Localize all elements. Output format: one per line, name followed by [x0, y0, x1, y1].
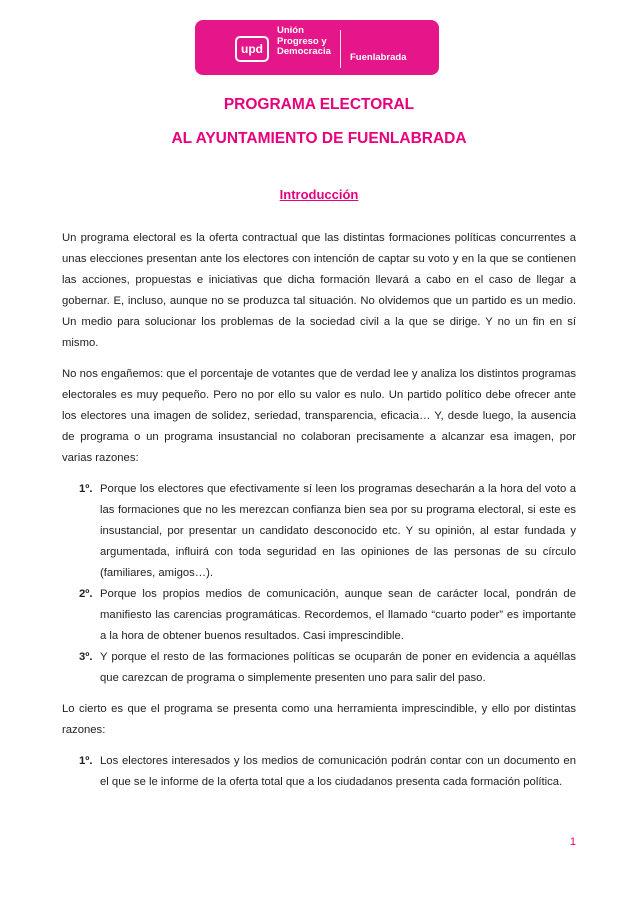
- section-title: Introducción: [279, 187, 359, 202]
- list-item-text: Los electores interesados y los medios de comunicación podrán contar con un documento en el que se le informe de la oferta total que a los ciudadanos presenta cada formación política.: [100, 755, 576, 788]
- logo-city-name: Fuenlabrada: [350, 52, 407, 63]
- page-number: 1: [569, 836, 576, 848]
- party-logo-banner: [195, 20, 439, 75]
- document-title-line-2: AL AYUNTAMIENTO DE FUENLABRADA: [171, 130, 467, 147]
- paragraph-reasons: No nos engañemos: que el porcentaje de votantes que de verdad lee y analiza los distintos programas electorales es muy pequeño. Pero no por ello su valor es nulo. Un partido político debe ofrecer ante los electores una imagen de solidez, seriedad, transparencia, eficacia… Y, desde luego, la ausencia de programa o un programa insustancial no colaboran precisamente a alcanzar esa imagen, por varias razones:: [62, 368, 576, 464]
- party-name-line-1: Unión: [277, 25, 304, 36]
- list-item-number: 1º.: [79, 755, 93, 767]
- list-item-number: 2º.: [79, 588, 93, 600]
- list-item: [62, 479, 576, 584]
- upd-logo-mark: upd: [235, 36, 269, 62]
- document-body: [62, 228, 576, 803]
- document-title-line-1: PROGRAMA ELECTORAL: [223, 96, 415, 113]
- party-name: [277, 26, 331, 58]
- list-item-text: Porque los electores que efectivamente sí leen los programas desecharán a la hora del voto a las formaciones que no les merezcan confianza bien sea por su programa electoral, si este es insustancial, por presentar un candidato desconocido etc. Y su opinión, al estar fundada y argumentada, influirá con toda seguridad en las opiniones de las personas de su círculo (familiares, amigos…).: [100, 483, 576, 579]
- list-item-number: 1º.: [79, 483, 93, 495]
- party-name-line-3: Democracia: [277, 46, 331, 57]
- party-name-line-2: Progreso y: [277, 35, 327, 47]
- list-item: [62, 647, 576, 689]
- logo-divider: [340, 30, 341, 68]
- list-item-number: 3º.: [79, 651, 93, 663]
- conclusion-list: [62, 751, 576, 793]
- list-item: [62, 584, 576, 647]
- list-item-text: Y porque el resto de las formaciones políticas se ocuparán de poner en evidencia a aquéllas que carezcan de programa o simplemente presenten uno para salir del paso.: [100, 651, 576, 684]
- paragraph-intro: Un programa electoral es la oferta contractual que las distintas formaciones políticas concurrentes a unas elecciones presentan ante los electores con intención de captar su voto y en la que se contienen las acciones, propuestas e iniciativas que dicha formación llevará a cabo en el caso de llegar a gobernar. E, incluso, aunque no se produzca tal situación. No olvidemos que un partido es un medio. Un medio para solucionar los problemas de la sociedad civil a la que se dirige. Y no un fin en sí mismo.: [62, 232, 576, 349]
- list-item: [62, 751, 576, 793]
- paragraph-conclusion: Lo cierto es que el programa se presenta como una herramienta imprescindible, y ello por distintas razones:: [62, 703, 576, 736]
- reasons-list: [62, 479, 576, 689]
- list-item-text: Porque los propios medios de comunicación, aunque sean de carácter local, pondrán de manifiesto las carencias programáticas. Recordemos, el llamado “cuarto poder” es importante a la hora de obtener buenos resultados. Casi imprescindible.: [100, 588, 576, 642]
